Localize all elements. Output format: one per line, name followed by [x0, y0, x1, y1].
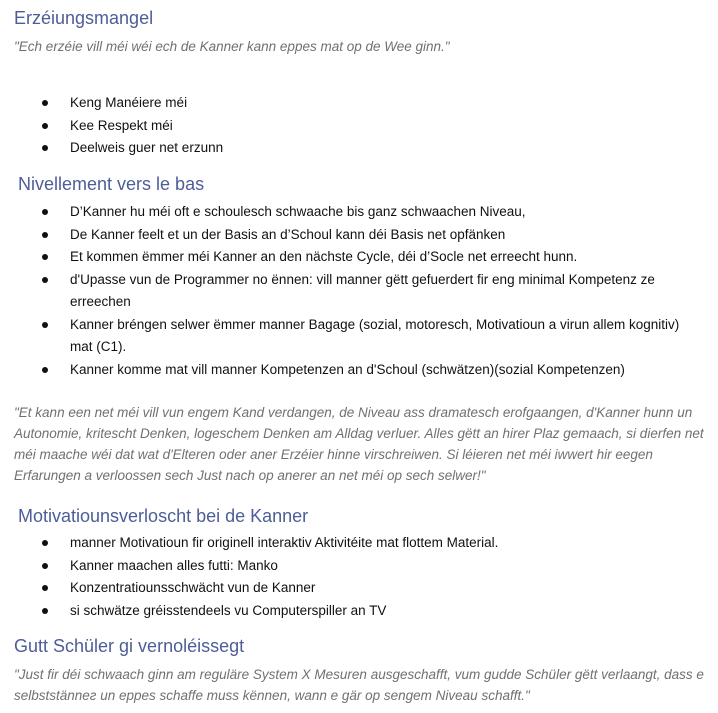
list-item: De Kanner feelt et un der Basis an d’Schoul kann déi Basis net opfänken: [42, 224, 704, 247]
bullet-icon: [42, 232, 48, 238]
list-item: d'Upasse vun de Programmer no ënnen: vill manner gëtt gefuerdert fir eng minimal Kompetenz ze erreechen: [42, 269, 704, 314]
bullet-icon: [42, 563, 48, 569]
list-item: Kanner komme mat vill manner Kompetenzen an d'Schoul (schwätzen)(sozial Kompetenzen): [42, 359, 704, 382]
list-item: Deelweis guer net erzunn: [42, 137, 702, 160]
bullet-icon: [42, 277, 48, 283]
list-item: Kee Respekt méi: [42, 115, 702, 138]
quote-nivellement: "Et kann een net méi vill vun engem Kand verdangen, de Niveau ass dramatesch erofgaangen, d'Kanner hunn un Autonomie, kritescht Denken, logeschem Denken am Alldag verluer. Alles gëtt an hirer Plaz gemaach, si dierfen net méi maache wéi dat wat d'Elteren oder aner Erzéier hinne virschreiwen. Si léieren net méi iwwert hir eegen Erfarungen a verloossen sech Just nach op anerer an net méi op sech selwer!": [14, 405, 704, 483]
bullet-icon: [42, 540, 48, 546]
list-item: Kanner maachen alles futti: Manko: [42, 555, 702, 578]
bullet-icon: [42, 100, 48, 106]
list-motivatioun: [42, 532, 702, 622]
list-item: manner Motivatioun fir originell interaktiv Aktivitéite mat flottem Material.: [42, 532, 702, 555]
list-item: Keng Manéiere méi: [42, 92, 702, 115]
list-item: Et kommen ëmmer méi Kanner an den nächste Cycle, déi d’Socle net erreecht hunn.: [42, 246, 704, 269]
quote-erzeiungsmangel: "Ech erzéie vill méi wéi ech de Kanner kann eppes mat op de Wee ginn.": [14, 39, 450, 54]
list-erzeiungsmangel: [42, 92, 702, 160]
bullet-icon: [42, 322, 48, 328]
bullet-icon: [42, 254, 48, 260]
heading-motivatioun: Motivatiounsverloscht bei de Kanner: [18, 506, 309, 526]
list-item: Konzentratiounsschwächt vun de Kanner: [42, 577, 702, 600]
bullet-icon: [42, 123, 48, 129]
list-item: Kanner bréngen selwer ëmmer manner Bagage (sozial, motoresch, Motivatioun a virun allem kognitiv) mat (C1).: [42, 314, 704, 359]
heading-nivellement: Nivellement vers le bas: [18, 174, 205, 194]
bullet-icon: [42, 367, 48, 373]
heading-gutt-schueler: Gutt Schüler gi vernoléissegt: [14, 636, 245, 656]
bullet-icon: [42, 209, 48, 215]
bullet-icon: [42, 145, 48, 151]
list-nivellement: [42, 201, 704, 381]
list-item: D’Kanner hu méi oft e schoulesch schwaache bis ganz schwaachen Niveau,: [42, 201, 704, 224]
heading-erzeiungsmangel: Erzéiungsmangel: [14, 8, 154, 28]
list-item: si schwätze gréisstendeels vu Computerspiller an TV: [42, 600, 702, 623]
bullet-icon: [42, 585, 48, 591]
quote-gutt-schueler: "Just fir déi schwaach ginn am reguläre System X Mesuren ausgeschafft, vum gudde Schüler gëtt verlaangt, dass e selbststännег un eppes schaffe muss kënnen, wann e gär op sengem Niveau schafft.": [14, 667, 704, 703]
bullet-icon: [42, 608, 48, 614]
